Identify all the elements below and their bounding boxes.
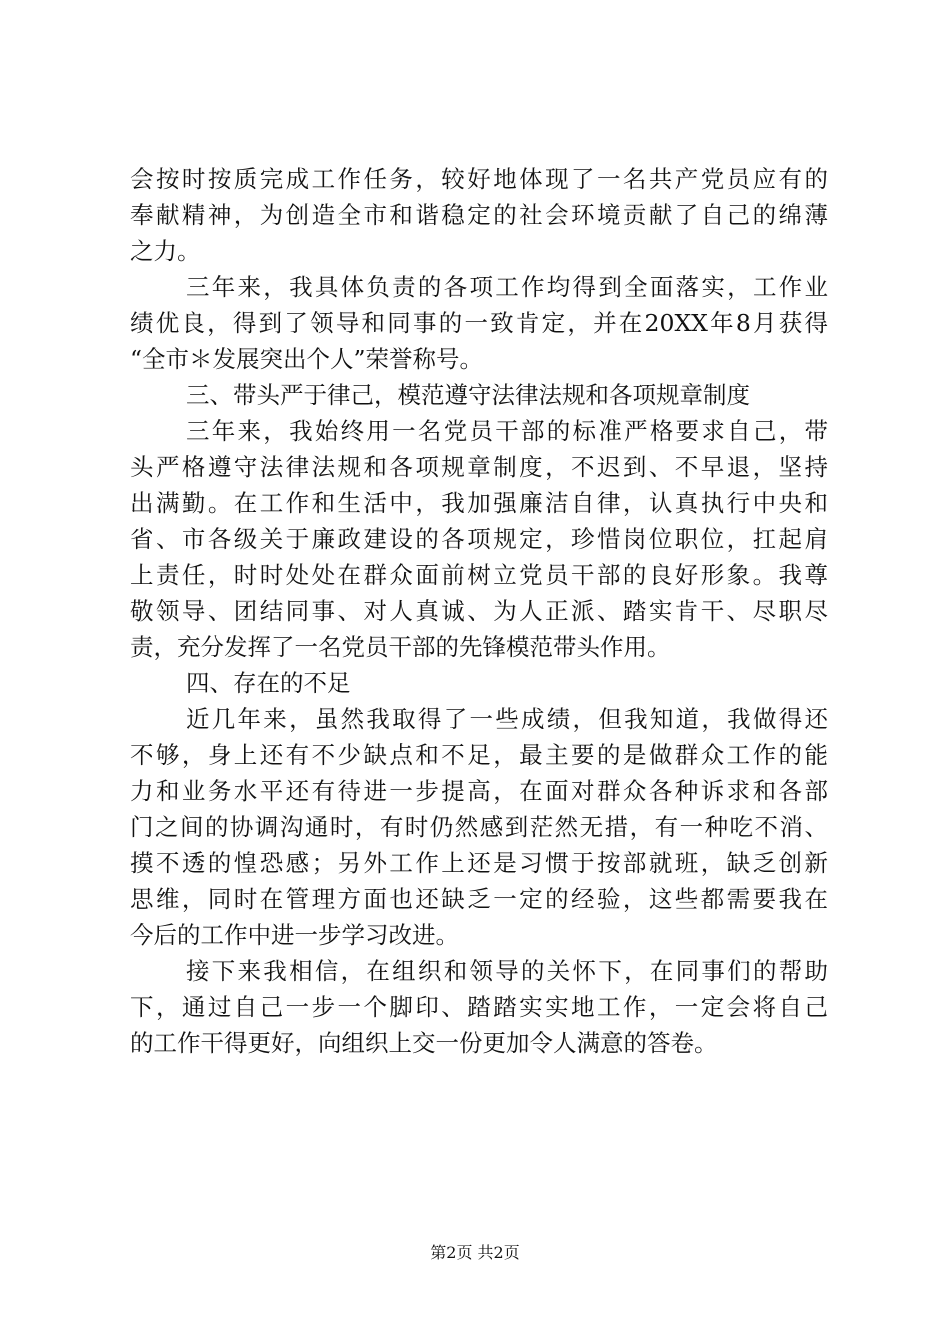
text-line: 的工作干得更好，向组织上交一份更加令人满意的答卷。 xyxy=(130,1029,718,1057)
text-line: 门之间的协调沟通时，有时仍然感到茫然无措，有一种吃不消、 xyxy=(130,813,828,841)
page-footer: 第2页 共2页 xyxy=(430,1243,520,1262)
text-line: 摸不透的惶恐感；另外工作上还是习惯于按部就班，缺乏创新 xyxy=(130,849,828,877)
text-line: 三年来，我具体负责的各项工作均得到全面落实，工作业 xyxy=(186,273,828,301)
document-body xyxy=(130,161,828,1061)
text-line: 接下来我相信，在组织和领导的关怀下，在同事们的帮助 xyxy=(186,957,828,985)
text-line: 四、存在的不足 xyxy=(186,669,351,697)
text-line: 敬领导、团结同事、对人真诚、为人正派、踏实肯干、尽职尽 xyxy=(130,597,828,625)
text-line: 三、带头严于律己，模范遵守法律法规和各项规章制度 xyxy=(186,381,750,409)
text-line: 头严格遵守法律法规和各项规章制度，不迟到、不早退，坚持 xyxy=(130,453,828,481)
text-line: 不够，身上还有不少缺点和不足，最主要的是做群众工作的能 xyxy=(130,741,828,769)
text-line: 省、市各级关于廉政建设的各项规定，珍惜岗位职位，扛起肩 xyxy=(130,525,828,553)
text-line: 下，通过自己一步一个脚印、踏踏实实地工作，一定会将自己 xyxy=(130,993,828,1021)
text-line: “全市＊发展突出个人”荣誉称号。 xyxy=(130,345,484,373)
text-line: 力和业务水平还有待进一步提高，在面对群众各种诉求和各部 xyxy=(130,777,828,805)
text-line: 绩优良，得到了领导和同事的一致肯定，并在20XX年8月获得 xyxy=(130,309,828,337)
text-line: 上责任，时时处处在群众面前树立党员干部的良好形象。我尊 xyxy=(130,561,828,589)
text-line: 三年来，我始终用一名党员干部的标准严格要求自己，带 xyxy=(186,417,828,445)
text-line: 今后的工作中进一步学习改进。 xyxy=(130,921,459,949)
text-line: 之力。 xyxy=(130,237,201,265)
text-line: 会按时按质完成工作任务，较好地体现了一名共产党员应有的 xyxy=(130,165,828,193)
text-line: 责，充分发挥了一名党员干部的先锋模范带头作用。 xyxy=(130,633,671,661)
text-line: 思维，同时在管理方面也还缺乏一定的经验，这些都需要我在 xyxy=(130,885,828,913)
text-line: 出满勤。在工作和生活中，我加强廉洁自律，认真执行中央和 xyxy=(130,489,828,517)
text-line: 奉献精神，为创造全市和谐稳定的社会环境贡献了自己的绵薄 xyxy=(130,201,828,229)
text-line: 近几年来，虽然我取得了一些成绩，但我知道，我做得还 xyxy=(186,705,828,733)
